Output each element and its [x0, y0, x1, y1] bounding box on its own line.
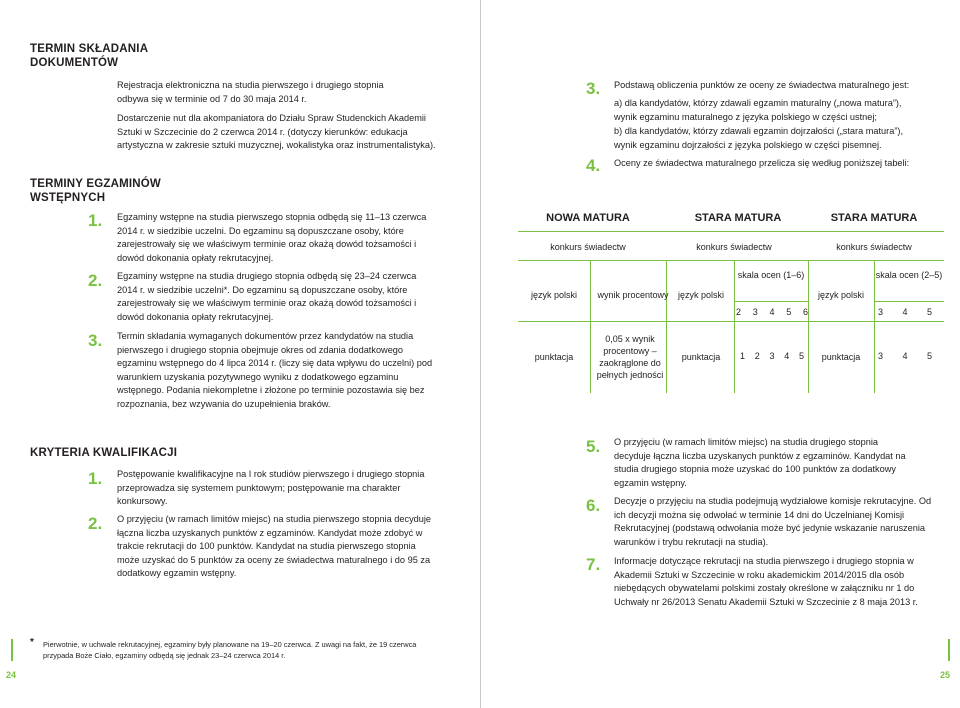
- table-cell: konkurs świadectw: [550, 242, 626, 252]
- footnote: Pierwotnie, w uchwale rekrutacyjnej, egzaminy były planowane na 19–20 czerwca. Z uwagi na fakt, że 19 czerwca przypada Boże Ciało, egzaminy odbędą się jednak 23–24 czerwca 2014 r.: [43, 640, 417, 660]
- table-rule: [734, 301, 808, 302]
- table-cell: 4: [902, 307, 908, 317]
- grading-table: [518, 203, 944, 393]
- table-rule: [808, 261, 809, 393]
- table-cell: język polski: [530, 290, 577, 300]
- section-title-kryteria: KRYTERIA KWALIFIKACJI: [30, 447, 178, 459]
- list-item: Informacje dotyczące rekrutacji na studia pierwszego i drugiego stopnia w Akademii Sztuki w Szczecinie w roku akademickim 2014/2015 dla osób niebędących obywatelami polskimi zostały określone w załączniku nr 1 do Uchwały nr 26/2013 Senatu Akademii Sztuki w Szczecinie z 8 maja 2013 r.: [614, 556, 918, 607]
- table-cell: 5: [798, 351, 804, 361]
- table-cell: konkurs świadectw: [696, 242, 772, 252]
- list-number: 2.: [88, 514, 103, 533]
- table-cell: język polski: [677, 290, 724, 300]
- table-header: STARA MATURA: [830, 212, 918, 224]
- list-item-b: b) dla kandydatów, którzy zdawali egzamin dojrzałości („stara matura”), wynik egzaminu dojrzałości z języka polskiego w części pisemnej.: [614, 126, 904, 150]
- list-number: 3.: [586, 79, 601, 98]
- list-item: O przyjęciu (w ramach limitów miejsc) na studia pierwszego stopnia decyduje łączna liczba uzyskanych punktów z egzaminów. Kandydat może zdobyć w trakcie rekrutacji do 100 punktów. Kandydat na studia pierwszego stopnia może uzyskać do 5 punktów za oceny ze świadectwa maturalnego i do 95 za dodatkowy egzamin wstępny.: [117, 514, 432, 578]
- list-item: Decyzje o przyjęciu na studia podejmują wydziałowe komisje rekrutacyjne. Od ich decyzji można się odwołać w terminie 14 dni do Uczelnianej Komisji Rekrutacyjnej (podstawą odwołania może być jedynie wskazanie naruszenia warunków i trybu rekrutacji na studia).: [614, 496, 932, 547]
- list-number: 7.: [586, 555, 601, 574]
- table-rule: [874, 301, 944, 302]
- list-item: O przyjęciu (w ramach limitów miejsc) na studia drugiego stopnia decyduje łączna liczba uzyskanych punktów z egzaminów. Kandydat na studia drugiego stopnia może uzyskać do 100 punktów za dodatkowy egzamin wstępny.: [614, 437, 906, 488]
- page-number-left: 24: [6, 670, 17, 680]
- table-cell: 4: [769, 307, 775, 317]
- table-header: STARA MATURA: [694, 212, 782, 224]
- list-item: Egzaminy wstępne na studia drugiego stopnia odbędą się 23–24 czerwca 2014 r. w siedzibie uczelni*. Do egzaminu są dopuszczane osoby, które zarejestrowały się we właściwym terminie oraz okażą dowód tożsamości i dowód dokonania opłaty rekrutacyjnej.: [117, 271, 417, 322]
- list-number: 4.: [586, 156, 601, 175]
- page-number-right: 25: [940, 670, 951, 680]
- table-rule: [590, 261, 591, 393]
- table-cell: 5: [786, 307, 792, 317]
- table-cell: 5: [926, 307, 932, 317]
- footnote-rule: [11, 639, 13, 661]
- table-rule: [518, 321, 944, 322]
- points-row: [740, 351, 804, 361]
- table-cell: 1: [740, 351, 746, 361]
- table-cell: konkurs świadectw: [836, 242, 912, 252]
- list-item: Oceny ze świadectwa maturalnego przelicza się według poniższej tabeli:: [614, 158, 910, 168]
- table-cell: 2: [736, 307, 742, 317]
- table-rule: [518, 231, 944, 232]
- table-header: NOWA MATURA: [546, 212, 630, 224]
- table-cell: punktacja: [534, 352, 574, 362]
- table-cell: 5: [926, 351, 932, 361]
- table-rule: [666, 261, 667, 393]
- list-number: 3.: [88, 331, 103, 350]
- table-cell: 3: [878, 351, 884, 361]
- termin-paragraph-2: Dostarczenie nut dla akompaniatora do Działu Spraw Studenckich Akademii Sztuki w Szczecinie do 2 czerwca 2014 r. (dotyczy kierunków: edukacja artystyczna w zakresie sztuki muzycznej, wokalistyka oraz instrumentalistyka).: [117, 113, 436, 150]
- section-title-termin: TERMIN SKŁADANIA DOKUMENTÓW: [30, 43, 149, 69]
- table-cell: 4: [902, 351, 908, 361]
- list-item: Egzaminy wstępne na studia pierwszego stopnia odbędą się 11–13 czerwca 2014 r. w siedzibie uczelni. Do egzaminu są dopuszczane osoby, które zarejestrowały się we właściwym terminie oraz okażą dowód tożsamości i dowód dokonania opłaty rekrutacyjnej.: [117, 212, 427, 263]
- table-cell: 2: [754, 351, 760, 361]
- table-cell: skala ocen (2–5): [875, 270, 943, 280]
- list-item: Termin składania wymaganych dokumentów przez kandydatów na studia pierwszego i drugiego stopnia obejmuje okres od zdania dodatkowego egzaminu wstępnego do 4 lipca 2014 r. (liczy się data wpływu do uczelni) pod warunkiem uzyskania pozytywnego wyniku z dodatkowego egzaminu wstępnego. Podania niekompletne i złożone po terminie pozostawia się bez rozpoznania, bez wzywania do uzupełnienia braków.: [117, 331, 433, 409]
- grade-row: [878, 307, 932, 317]
- table-cell: 3: [769, 351, 775, 361]
- table-cell: punktacja: [821, 352, 861, 362]
- table-rule: [518, 260, 944, 261]
- list-number: 6.: [586, 496, 601, 515]
- list-item: Postępowanie kwalifikacyjne na I rok studiów pierwszego i drugiego stopnia przeprowadza się systemem punktowym; postępowanie ma charakter konkursowy.: [117, 469, 425, 506]
- page-spine: [480, 0, 481, 708]
- table-cell: 3: [878, 307, 884, 317]
- table-cell: 0,05 x wynik procentowy – zaokrąglone do pełnych jedności: [596, 334, 664, 380]
- list-number: 2.: [88, 271, 103, 290]
- table-cell: wynik procentowy: [597, 290, 669, 300]
- table-cell: skala ocen (1–6): [737, 270, 805, 280]
- footnote-mark: *: [30, 637, 34, 648]
- footnote-rule-right: [948, 639, 950, 661]
- grade-row: [736, 307, 808, 317]
- table-cell: 3: [752, 307, 758, 317]
- section-title-egzaminy: TERMINY EGZAMINÓW WSTĘPNYCH: [30, 178, 161, 204]
- table-cell: 4: [784, 351, 790, 361]
- list-number: 1.: [88, 211, 103, 230]
- points-row: [878, 351, 932, 361]
- list-number: 5.: [586, 437, 601, 456]
- table-cell: 6: [802, 307, 808, 317]
- list-number: 1.: [88, 469, 103, 488]
- table-cell: punktacja: [681, 352, 721, 362]
- list-item: Podstawą obliczenia punktów ze oceny ze świadectwa maturalnego jest:: [614, 80, 910, 90]
- termin-paragraph-1: Rejestracja elektroniczna na studia pierwszego i drugiego stopnia odbywa się w terminie od 7 do 30 maja 2014 r.: [117, 80, 384, 104]
- table-cell: język polski: [817, 290, 864, 300]
- list-item-a: a) dla kandydatów, którzy zdawali egzamin maturalny („nowa matura”), wynik egzaminu maturalnego z języka polskiego w części ustnej;: [614, 98, 902, 122]
